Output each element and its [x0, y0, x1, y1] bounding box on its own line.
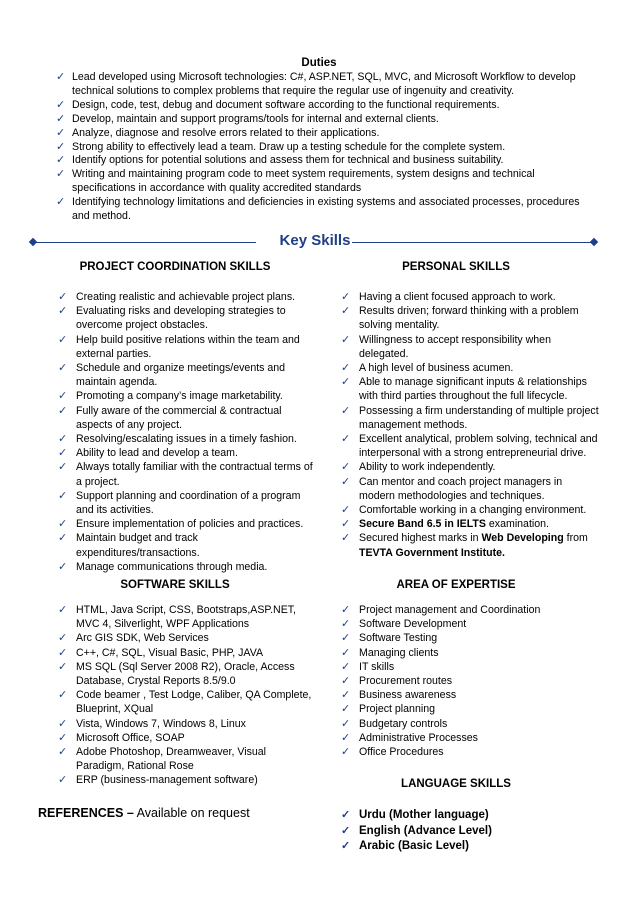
list-item [341, 432, 601, 460]
list-item-text: Managing clients [359, 646, 439, 659]
check-icon: ✓ [341, 504, 351, 517]
list-item-text: Ability to work independently. [359, 461, 496, 474]
list-item [58, 489, 313, 517]
list-item-text: Software Testing [359, 632, 438, 645]
list-item-text: MS SQL (Sql Server 2008 R2), Oracle, Access Database, Crystal Reports 8.5/9.0 [76, 660, 295, 688]
list-item [58, 304, 313, 332]
list-item [58, 460, 313, 488]
list-item-text: Always totally familiar with the contractual terms of a project. [76, 461, 313, 488]
list-item-text: examination. [485, 518, 549, 531]
list-item-text: Office Procedures [359, 746, 444, 759]
list-item [341, 603, 601, 617]
check-icon: ✓ [56, 126, 66, 139]
list-item [58, 660, 313, 688]
list-item [341, 460, 601, 474]
check-icon: ✓ [58, 746, 68, 759]
list-item [341, 333, 601, 361]
check-icon: ✓ [341, 660, 351, 673]
list-item [341, 745, 601, 759]
list-item-text: Comfortable working in a changing environment. [359, 504, 587, 517]
check-icon: ✓ [58, 604, 68, 616]
check-icon: ✓ [58, 305, 68, 318]
check-icon: ✓ [58, 560, 68, 573]
check-icon: ✓ [341, 746, 351, 759]
list-item [58, 404, 313, 432]
list-item [341, 824, 601, 840]
list-item-text: Procurement routes [359, 675, 453, 688]
list-item [58, 773, 313, 787]
check-icon: ✓ [58, 489, 68, 502]
list-item [58, 631, 313, 645]
key-skills-divider [30, 232, 600, 252]
list-item [56, 113, 596, 127]
list-item [56, 168, 596, 196]
list-item [341, 503, 601, 517]
check-icon: ✓ [341, 461, 351, 474]
list-item [58, 560, 313, 574]
area-of-expertise-list [341, 603, 601, 759]
list-item-text: Can mentor and coach project managers in modern methodologies and techniques. [359, 475, 563, 502]
check-icon: ✓ [341, 809, 351, 821]
check-icon: ✓ [341, 433, 351, 446]
list-item-text: Identify options for potential solutions and assess them for technical and business suitability. [72, 154, 504, 167]
project-coordination-section [58, 290, 313, 574]
references-label: REFERENCES – [38, 806, 134, 820]
area-of-expertise-section [341, 603, 601, 759]
list-item-text: ERP (business-management software) [76, 774, 258, 787]
list-item-text: Urdu (Mother language) [359, 809, 489, 821]
list-item-text: Ability to lead and develop a team. [76, 447, 238, 460]
personal-skills-title: PERSONAL SKILLS [402, 261, 510, 273]
list-item-text: IT skills [359, 660, 395, 673]
list-item [58, 361, 313, 389]
check-icon: ✓ [341, 689, 351, 702]
check-icon: ✓ [341, 532, 351, 545]
list-item-text: Manage communications through media. [76, 560, 268, 573]
check-icon: ✓ [341, 333, 351, 346]
list-item [58, 446, 313, 460]
list-item [56, 127, 596, 141]
list-item-text: Resolving/escalating issues in a timely fashion. [76, 433, 297, 446]
check-icon: ✓ [56, 71, 66, 83]
list-item [56, 99, 596, 113]
language-skills-list [341, 808, 601, 855]
list-item-text: A high level of business acumen. [359, 362, 514, 375]
check-icon: ✓ [58, 646, 68, 659]
software-skills-section [58, 603, 313, 788]
list-item [58, 745, 313, 773]
list-item-text: Secured highest marks in [359, 532, 482, 545]
check-icon: ✓ [56, 196, 66, 209]
list-item-text: Vista, Windows 7, Windows 8, Linux [76, 717, 246, 730]
list-item-text: Project planning [359, 703, 435, 716]
check-icon: ✓ [341, 632, 351, 645]
list-item-text: HTML, Java Script, CSS, Bootstraps,ASP.NET, MVC 4, Silverlight, WPF Applications [76, 604, 296, 631]
list-item-text: Excellent analytical, problem solving, technical and interpersonal with a strong entrepreneurial drive. [359, 433, 598, 460]
duties-list [56, 71, 596, 224]
check-icon: ✓ [341, 305, 351, 318]
check-icon: ✓ [58, 433, 68, 446]
check-icon: ✓ [58, 518, 68, 531]
list-item-text: Promoting a company’s image marketability. [76, 390, 283, 403]
list-item [341, 688, 601, 702]
check-icon: ✓ [341, 731, 351, 744]
list-item-text: Fully aware of the commercial & contractual aspects of any project. [76, 404, 282, 431]
check-icon: ✓ [341, 475, 351, 488]
software-skills-list [58, 603, 313, 788]
list-item-text: Writing and maintaining program code to meet system requirements, system designs and technical specifications in accordance with quality accredited standards [72, 168, 535, 195]
list-item-text: Administrative Processes [359, 731, 478, 744]
list-item-text: Develop, maintain and support programs/tools for internal and external clients. [72, 112, 439, 125]
list-item-text: Able to manage significant inputs & relationships with third parties throughout the full lifecycle. [359, 376, 587, 403]
check-icon: ✓ [341, 840, 351, 852]
area-of-expertise-title: AREA OF EXPERTISE [396, 579, 516, 591]
list-item-text: Web Developing [481, 532, 564, 545]
check-icon: ✓ [58, 362, 68, 375]
check-icon: ✓ [341, 618, 351, 631]
list-item-text: Project management and Coordination [359, 604, 541, 616]
list-item-text: English (Advance Level) [359, 824, 492, 837]
list-item [341, 808, 601, 824]
list-item-text: Identifying technology limitations and deficiencies in existing systems and associated processes, procedures and method. [72, 196, 580, 223]
personal-skills-list [341, 290, 601, 560]
list-item-text: C++, C#, SQL, Visual Basic, PHP, JAVA [76, 646, 264, 659]
language-skills-title: LANGUAGE SKILLS [401, 778, 511, 790]
list-item-text: Arabic (Basic Level) [359, 840, 469, 852]
list-item-text: Strong ability to effectively lead a team. Draw up a testing schedule for the complete system. [72, 140, 506, 153]
check-icon: ✓ [58, 774, 68, 787]
check-icon: ✓ [341, 646, 351, 659]
list-item [341, 717, 601, 731]
divider-right-line [352, 242, 594, 243]
list-item [58, 717, 313, 731]
list-item-text: Software Development [359, 618, 467, 631]
check-icon: ✓ [58, 632, 68, 645]
check-icon: ✓ [56, 140, 66, 153]
list-item-text: from [563, 532, 588, 545]
list-item [56, 71, 596, 99]
list-item-text: Code beamer , Test Lodge, Caliber, QA Complete, Blueprint, XQual [76, 689, 312, 716]
list-item [341, 702, 601, 716]
software-skills-title: SOFTWARE SKILLS [120, 579, 230, 591]
list-item-text: Possessing a firm understanding of multiple project management methods. [359, 404, 599, 431]
list-item [341, 617, 601, 631]
key-skills-title: Key Skills [279, 232, 351, 249]
list-item [341, 631, 601, 645]
list-item [341, 404, 601, 432]
list-item [341, 731, 601, 745]
check-icon: ✓ [341, 675, 351, 688]
list-item-text: Budgetary controls [359, 717, 448, 730]
references [38, 806, 250, 820]
check-icon: ✓ [341, 703, 351, 716]
list-item [58, 517, 313, 531]
list-item-text: Design, code, test, debug and document software according to the functional requirements. [72, 98, 500, 111]
list-item-text: Evaluating risks and developing strategies to overcome project obstacles. [76, 305, 286, 332]
list-item [341, 660, 601, 674]
list-item [341, 674, 601, 688]
list-item-text: Willingness to accept responsibility when delegated. [359, 333, 551, 360]
personal-skills-section [341, 290, 601, 560]
list-item [56, 196, 596, 224]
list-item [341, 375, 601, 403]
list-item [58, 290, 313, 304]
language-skills-section [341, 808, 601, 855]
list-item [58, 531, 313, 559]
check-icon: ✓ [341, 717, 351, 730]
list-item [56, 141, 596, 155]
list-item-text: Arc GIS SDK, Web Services [76, 632, 209, 645]
list-item-text: TEVTA Government Institute. [359, 546, 505, 559]
list-item [341, 304, 601, 332]
check-icon: ✓ [56, 112, 66, 125]
check-icon: ✓ [341, 404, 351, 417]
duties-title: Duties [301, 57, 337, 69]
list-item [58, 333, 313, 361]
check-icon: ✓ [58, 404, 68, 417]
list-item [341, 646, 601, 660]
check-icon: ✓ [58, 660, 68, 673]
list-item [341, 475, 601, 503]
check-icon: ✓ [341, 518, 351, 531]
list-item-text: Help build positive relations within the team and external parties. [76, 333, 300, 360]
duties-section [56, 71, 596, 224]
list-item-text: Results driven; forward thinking with a problem solving mentality. [359, 305, 579, 332]
list-item-text: Having a client focused approach to work. [359, 291, 556, 303]
list-item [58, 603, 313, 631]
list-item [56, 154, 596, 168]
check-icon: ✓ [341, 362, 351, 375]
check-icon: ✓ [58, 532, 68, 545]
check-icon: ✓ [58, 291, 68, 303]
project-coordination-title: PROJECT COORDINATION SKILLS [79, 261, 271, 273]
list-item-text: Lead developed using Microsoft technologies: C#, ASP.NET, SQL, MVC, and Microsoft Workflow to develop technical solutions to complex problems that require the regular use of ingenuity and creativity. [72, 71, 576, 97]
check-icon: ✓ [58, 731, 68, 744]
list-item-text: Maintain budget and track expenditures/transactions. [76, 532, 200, 559]
project-coordination-list [58, 290, 313, 574]
list-item [58, 432, 313, 446]
list-item [341, 839, 601, 855]
list-item-text: Adobe Photoshop, Dreamweaver, Visual Paradigm, Rational Rose [76, 746, 267, 773]
list-item [58, 731, 313, 745]
list-item [341, 290, 601, 304]
check-icon: ✓ [56, 98, 66, 111]
list-item [341, 361, 601, 375]
list-item-text: Schedule and organize meetings/events and maintain agenda. [76, 362, 286, 389]
check-icon: ✓ [56, 168, 66, 181]
list-item-text: Ensure implementation of policies and practices. [76, 518, 304, 531]
list-item [341, 531, 601, 559]
check-icon: ✓ [58, 689, 68, 702]
check-icon: ✓ [58, 461, 68, 474]
check-icon: ✓ [58, 390, 68, 403]
list-item-text: Secure Band 6.5 in IELTS [359, 518, 486, 531]
check-icon: ✓ [341, 824, 351, 837]
check-icon: ✓ [58, 447, 68, 460]
check-icon: ✓ [58, 717, 68, 730]
list-item-text: Microsoft Office, SOAP [76, 731, 185, 744]
check-icon: ✓ [56, 154, 66, 167]
check-icon: ✓ [341, 291, 351, 303]
list-item-text: Analyze, diagnose and resolve errors related to their applications. [72, 126, 380, 139]
list-item [58, 646, 313, 660]
list-item [58, 688, 313, 716]
list-item [341, 517, 601, 531]
references-text: Available on request [133, 806, 250, 820]
check-icon: ✓ [341, 376, 351, 389]
list-item-text: Business awareness [359, 689, 457, 702]
list-item-text: Support planning and coordination of a program and its activities. [76, 489, 301, 517]
list-item [58, 389, 313, 403]
check-icon: ✓ [58, 333, 68, 346]
check-icon: ✓ [341, 604, 351, 616]
list-item-text: Creating realistic and achievable project plans. [76, 291, 296, 303]
